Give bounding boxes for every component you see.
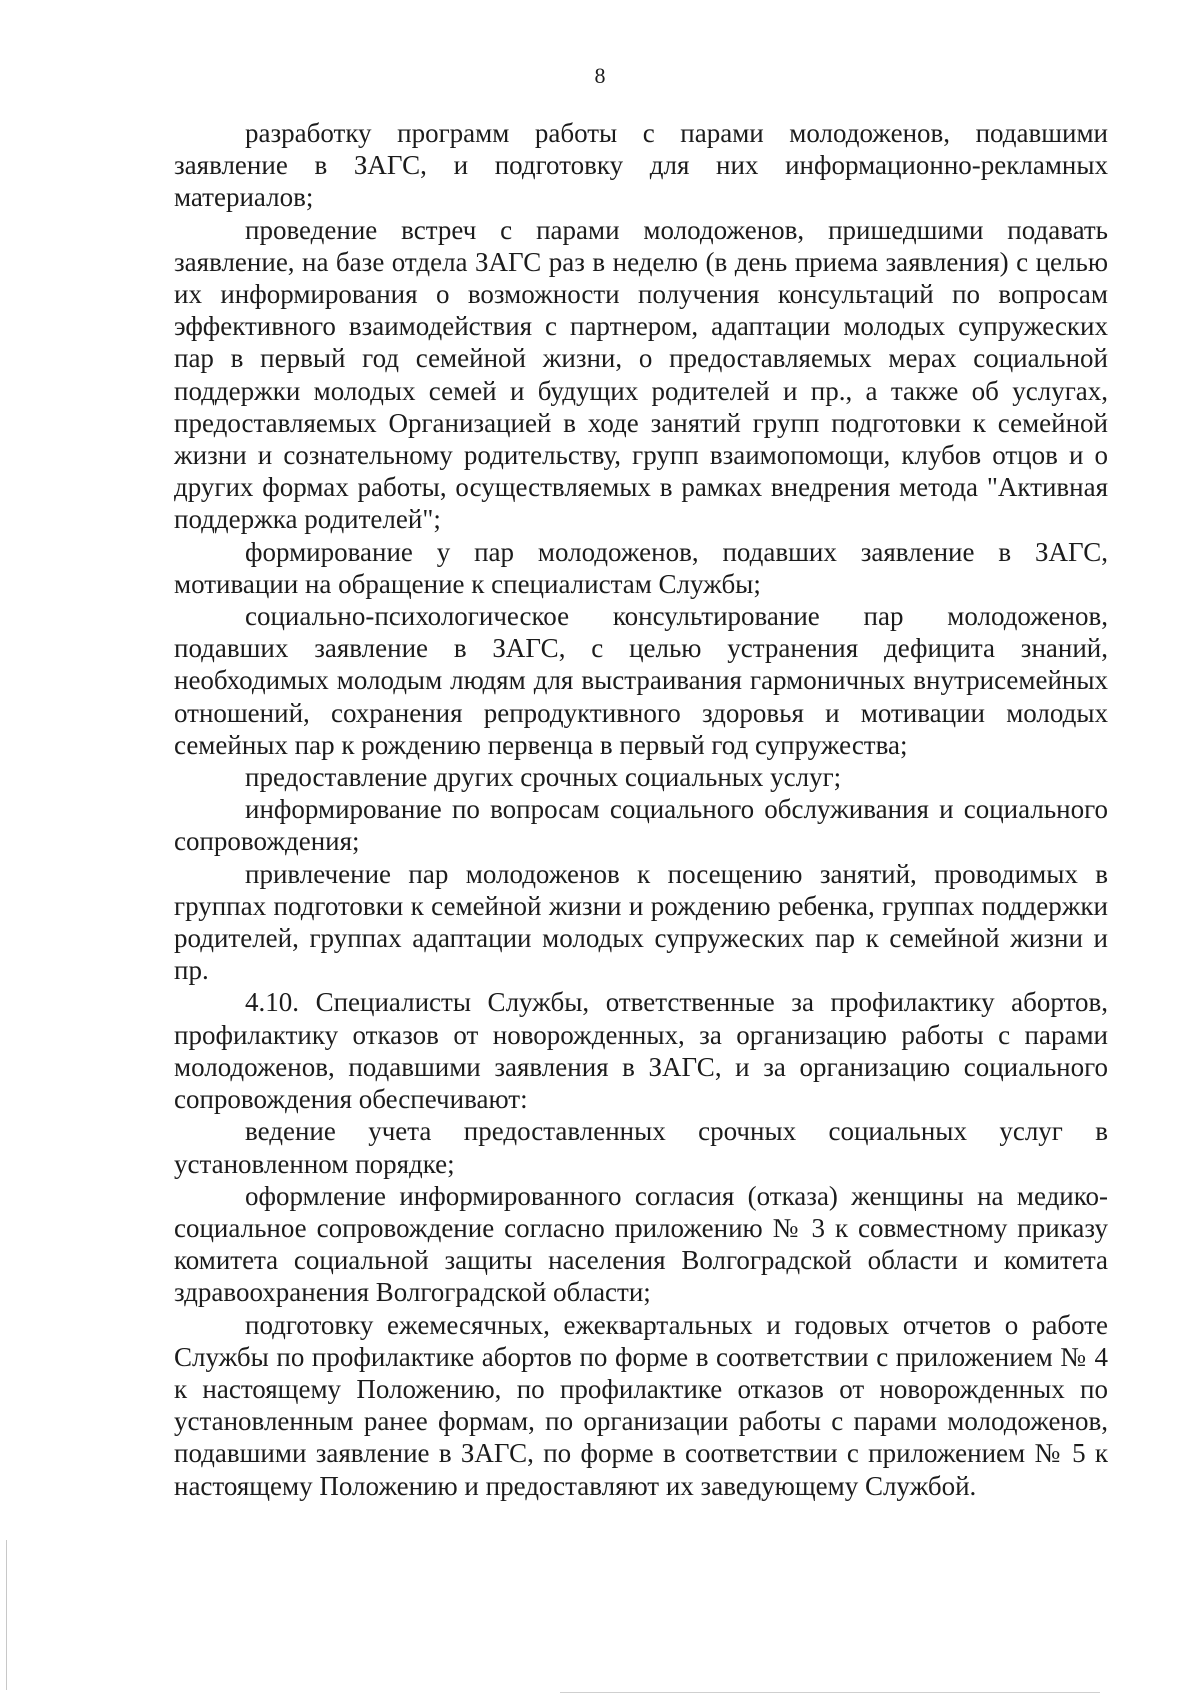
scan-edge-mark <box>560 1692 1100 1693</box>
paragraph: информирование по вопросам социального обслуживания и социального сопровождения; <box>174 794 1108 857</box>
paragraph: 4.10. Специалисты Службы, ответственные за профилактику абортов, профилактику отказов от новорожденных, за организацию работы с парами молодоженов, подавшими заявления в ЗАГС, и за организацию социального сопровождения обеспечивают: <box>174 987 1108 1115</box>
paragraph: ведение учета предоставленных срочных социальных услуг в установленном порядке; <box>174 1116 1108 1179</box>
paragraph: подготовку ежемесячных, ежеквартальных и годовых отчетов о работе Службы по профилактике абортов по форме в соответствии с приложением № 4 к настоящему Положению, по профилактике отказов от новорожденных по установленным ранее формам, по организации работы с парами молодоженов, подавшими заявление в ЗАГС, по форме в соответствии с приложением № 5 к настоящему Положению и предоставляют их заведующему Службой. <box>174 1309 1108 1501</box>
paragraph: предоставление других срочных социальных услуг; <box>245 762 842 793</box>
paragraph: социально-психологическое консультирование пар молодоженов, подавших заявление в ЗАГС, с целью устранения дефицита знаний, необходимых молодым людям для выстраивания гармоничных внутрисемейных отношений, сохранения репродуктивного здоровья и мотивации молодых семейных пар к рождению первенца в первый год супружества; <box>174 601 1108 760</box>
paragraph: разработку программ работы с парами молодоженов, подавшими заявление в ЗАГС, и подготовку для них информационно-рекламных материалов; <box>174 118 1108 213</box>
paragraph: оформление информированного согласия (отказа) женщины на медико-социальное сопровождение согласно приложению № 3 к совместному приказу комитета социальной защиты населения Волгоградской области и комитета здравоохранения Волгоградской области; <box>174 1180 1108 1308</box>
paragraph: проведение встреч с парами молодоженов, пришедшими подавать заявление, на базе отдела ЗАГС раз в неделю (в день приема заявления) с целью их информирования о возможности получения консультаций по вопросам эффективного взаимодействия с партнером, адаптации молодых супружеских пар в первый год семейной жизни, о предоставляемых мерах социальной поддержки молодых семей и будущих родителей и пр., а также об услугах, предоставляемых Организацией в ходе занятий групп подготовки к семейной жизни и сознательному родительству, групп взаимопомощи, клубов отцов и о других формах работы, осуществляемых в рамках внедрения метода "Активная поддержка родителей"; <box>174 214 1108 535</box>
paragraph: формирование у пар молодоженов, подавших заявление в ЗАГС, мотивации на обращение к специалистам Службы; <box>174 536 1108 599</box>
paragraph: привлечение пар молодоженов к посещению занятий, проводимых в группах подготовки к семейной жизни и рождению ребенка, группах поддержки родителей, группах адаптации молодых супружеских пар к семейной жизни и пр. <box>174 858 1108 986</box>
scan-edge-mark <box>6 1540 7 1690</box>
page-number: 8 <box>594 63 606 88</box>
document-body <box>174 117 1108 1502</box>
